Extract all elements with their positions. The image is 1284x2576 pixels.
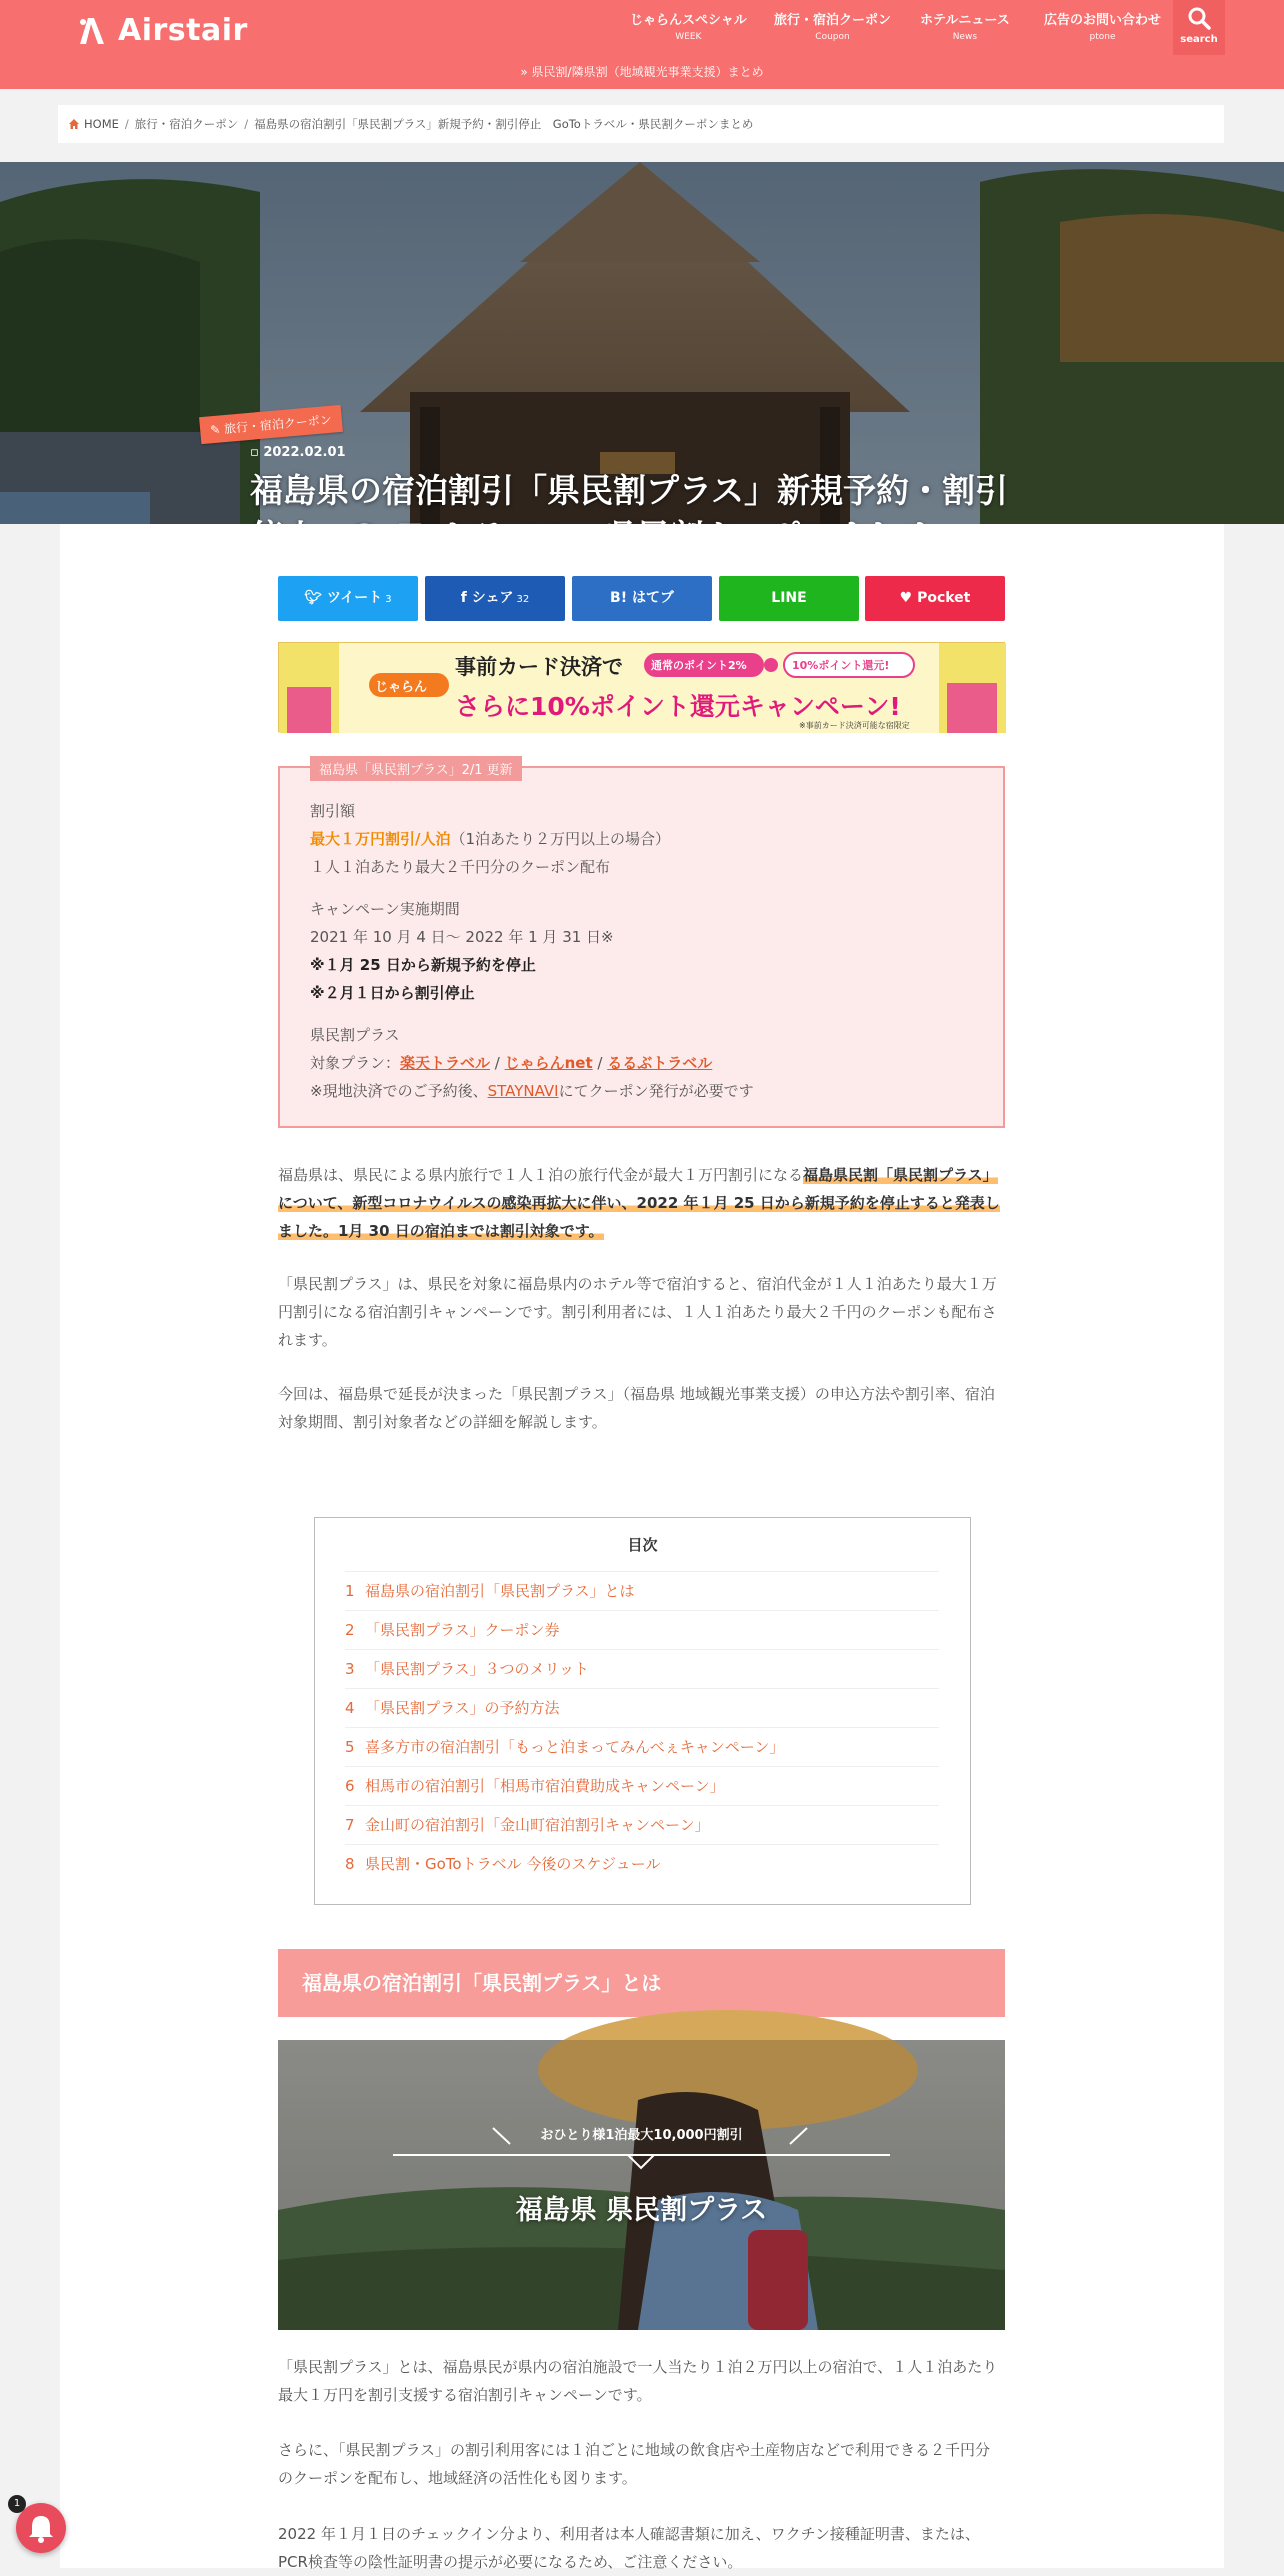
toc-number: 1 (345, 1582, 355, 1600)
plan-line (310, 1052, 712, 1073)
toc-number: 2 (345, 1621, 355, 1639)
plan-prefix: 対象プラン： (310, 1054, 401, 1072)
photo-title: 福島県 県民割プラス (515, 2195, 768, 2226)
main-nav (600, 10, 1180, 50)
banner-badge-normal: 通常のポイント2% (651, 659, 747, 672)
category-tag-label: 旅行・宿泊クーポン (223, 412, 333, 437)
nav-item-ad-contact[interactable] (1044, 10, 1161, 42)
hero-image (0, 162, 1284, 524)
share-count: 3 (385, 594, 392, 605)
note-prefix: ※現地決済でのご予約後、 (310, 1082, 488, 1100)
notification-count: 1 (8, 2495, 26, 2513)
share-label: LINE (771, 590, 807, 606)
toc-text: 相馬市の宿泊割引「相馬市宿泊費助成キャンペーン」 (365, 1777, 725, 1795)
intro-text: 福島県は、県民による県内旅行で１人１泊の旅行代金が最大１万円割引になる (278, 1166, 804, 1184)
period-heading: キャンペーン実施期間 (310, 900, 460, 918)
jalan-campaign-banner[interactable] (278, 642, 1005, 732)
toc-text: 喜多方市の宿泊割引「もっと泊まってみんべぇキャンペーン」 (365, 1738, 785, 1756)
plan-separator: / (592, 1054, 608, 1072)
pocket-button[interactable] (865, 576, 1005, 621)
toc-number: 5 (345, 1738, 355, 1756)
section-heading: 福島県の宿泊割引「県民割プラス」とは (278, 1949, 1005, 2017)
calendar-icon: ▫ (250, 445, 264, 460)
note-suffix: にてクーポン発行が必要です (558, 1082, 754, 1100)
bell-icon (16, 2503, 66, 2553)
update-info-box (278, 763, 1005, 1128)
staynavi-link[interactable]: STAYNAVI (487, 1082, 559, 1100)
banner-line2: さらに10%ポイント還元キャンペーン! (455, 692, 901, 721)
notification-button[interactable] (16, 2503, 66, 2553)
breadcrumb-category[interactable]: 旅行・宿泊クーポン (134, 117, 239, 131)
banner-brand: じゃらん (375, 680, 428, 695)
line-share-button[interactable] (719, 576, 859, 621)
discount-line (310, 828, 670, 849)
table-of-contents (314, 1517, 971, 1905)
plan-separator: / (490, 1054, 505, 1072)
logo-text: Airstair (118, 12, 248, 48)
share-label: B! はてブ (610, 590, 674, 606)
photo-background (278, 2040, 1005, 2330)
search-label: search (1180, 34, 1218, 45)
breadcrumb (58, 105, 1224, 143)
breadcrumb-home[interactable]: HOME (84, 117, 119, 131)
toc-text: 「県民割プラス」の予約方法 (365, 1699, 560, 1717)
intro-paragraph-3: 今回は、福島県で延長が決まった「県民割プラス」（福島県 地域観光事業支援）の申込方法や割引率、宿泊対象期間、割引対象者などの詳細を解説します。 (278, 1385, 995, 1431)
toc-item[interactable] (345, 1649, 939, 1689)
nav-sublabel: ptone (1089, 32, 1116, 42)
toc-text: 「県民割プラス」３つのメリット (365, 1660, 589, 1678)
toc-number: 7 (345, 1816, 355, 1834)
nav-label: 広告のお問い合わせ (1044, 13, 1162, 28)
share-count: 32 (516, 594, 530, 605)
share-label: シェア (471, 590, 514, 606)
nav-label: ホテルニュース (920, 13, 1010, 28)
search-icon (1187, 6, 1211, 30)
nav-sublabel: WEEK (675, 32, 702, 42)
toc-text: 「県民割プラス」クーポン券 (365, 1621, 560, 1639)
breadcrumb-separator: / (124, 117, 129, 131)
jalan-net-link[interactable]: じゃらんnet (504, 1054, 593, 1072)
toc-number: 4 (345, 1699, 355, 1717)
site-logo[interactable] (74, 10, 248, 50)
stop-notice-2: ※２月１日から割引停止 (310, 984, 475, 1002)
toc-item[interactable] (345, 1766, 939, 1806)
update-label: 福島県「県民割プラス」2/1 更新 (310, 756, 522, 781)
toc-item[interactable] (345, 1610, 939, 1650)
toc-text: 県民割・GoToトラベル 今後のスケジュール (365, 1855, 661, 1873)
rakuten-travel-link[interactable]: 楽天トラベル (400, 1054, 491, 1072)
toc-number: 3 (345, 1660, 355, 1678)
banner-note: ※事前カード決済可能な宿限定 (799, 721, 910, 730)
breadcrumb-current: 福島県の宿泊割引「県民割プラス」新規予約・割引停止 GoToトラベル・県民割クーポンまとめ (254, 117, 754, 131)
facebook-icon: f (460, 590, 472, 606)
nav-label: じゃらんスペシャル (630, 13, 747, 28)
publish-date (250, 445, 346, 460)
nav-label: 旅行・宿泊クーポン (774, 13, 892, 28)
section-paragraph-1: 「県民割プラス」とは、福島県民が県内の宿泊施設で一人当たり１泊２万円以上の宿泊で、１人１泊あたり最大１万円を割引支援する宿泊割引キャンペーンです。 (278, 2358, 998, 2404)
banner-line1: 事前カード決済で (455, 655, 623, 679)
toc-item[interactable] (345, 1688, 939, 1728)
toc-item[interactable] (345, 1727, 939, 1767)
page-title: 福島県の宿泊割引「県民割プラス」新規予約・割引 (250, 471, 1009, 510)
toc-text: 金山町の宿泊割引「金山町宿泊割引キャンペーン」 (365, 1816, 710, 1834)
intro-highlight: 福島県民割「県民割プラス」について、新型コロナウイルスの感染再拡大に伴い、2022 年１月 25 日から新規予約を停止すると発表しました。1月 30 日の宿泊までは割引対象です。 (278, 1166, 1000, 1240)
section-paragraph-3: 2022 年１月１日のチェックイン分より、利用者は本人確認書類に加え、ワクチン接種証明書、または、PCR検査等の陰性証明書の提示が必要になるため、ご注意ください。 (278, 2525, 980, 2571)
period-line: 2021 年 10 月 4 日〜 2022 年 1 月 31 日※ (310, 928, 614, 946)
rurubu-travel-link[interactable]: るるぶトラベル (607, 1054, 713, 1072)
share-label: Pocket (917, 590, 971, 606)
discount-condition: （1泊あたり２万円以上の場合） (450, 830, 671, 848)
toc-number: 6 (345, 1777, 355, 1795)
banner-badge-bonus: 10%ポイント還元! (792, 659, 890, 672)
twitter-icon: 🐦︎ (304, 590, 327, 606)
article-body (60, 524, 1224, 2571)
subnav-link[interactable]: » 県民割/隣県割（地域観光事業支援）まとめ (520, 65, 764, 79)
nav-item-jalan-special[interactable] (630, 10, 747, 42)
tag-icon: ✎ (209, 422, 225, 438)
pocket-icon: ♥ (899, 590, 918, 606)
toc-item[interactable] (345, 1571, 939, 1611)
nav-item-coupon[interactable] (774, 10, 891, 42)
home-icon (68, 118, 80, 130)
toc-text: 福島県の宿泊割引「県民割プラス」とは (365, 1582, 635, 1600)
facebook-share-button[interactable] (425, 576, 565, 621)
toc-number: 8 (345, 1855, 355, 1873)
toc-title: 目次 (627, 1536, 658, 1554)
nav-sublabel: Coupon (815, 32, 850, 42)
section-photo (278, 2040, 1005, 2330)
intro-paragraph-2: 「県民割プラス」は、県民を対象に福島県内のホテル等で宿泊すると、宿泊代金が１人１泊あたり最大１万円割引になる宿泊割引キャンペーンです。割引利用者には、１人１泊あたり最大２千円のクーポンも配布されます。 (278, 1275, 997, 1349)
discount-heading: 割引額 (310, 802, 356, 820)
nav-item-hotel-news[interactable] (920, 10, 1010, 42)
publish-date-value: 2022.02.01 (263, 445, 346, 460)
intro-paragraph-1 (278, 1161, 1005, 1245)
site-header (0, 0, 1284, 89)
photo-subtitle: おひとり様1泊最大10,000円割引 (540, 2128, 743, 2143)
share-label: ツイート (326, 590, 383, 606)
staynavi-note (310, 1080, 754, 1101)
breadcrumb-separator: / (244, 117, 249, 131)
toc-item[interactable] (345, 1805, 939, 1845)
toc-item[interactable] (345, 1844, 939, 1884)
discount-amount: 最大１万円割引/人泊 (310, 830, 451, 848)
coupon-line: １人１泊あたり最大２千円分のクーポン配布 (310, 858, 611, 876)
share-buttons (278, 576, 1005, 621)
stop-notice-1: ※１月 25 日から新規予約を停止 (310, 956, 536, 974)
logo-icon (74, 12, 110, 48)
nav-sublabel: News (952, 32, 978, 42)
plus-heading: 県民割プラス (310, 1026, 400, 1044)
tweet-button[interactable] (278, 576, 418, 621)
hatena-bookmark-button[interactable] (572, 576, 712, 621)
section-paragraph-2: さらに、「県民割プラス」の割引利用客には１泊ごとに地域の飲食店や土産物店などで利用できる２千円分のクーポンを配布し、地域経済の活性化も図ります。 (278, 2441, 991, 2487)
search-button[interactable] (1173, 0, 1225, 55)
